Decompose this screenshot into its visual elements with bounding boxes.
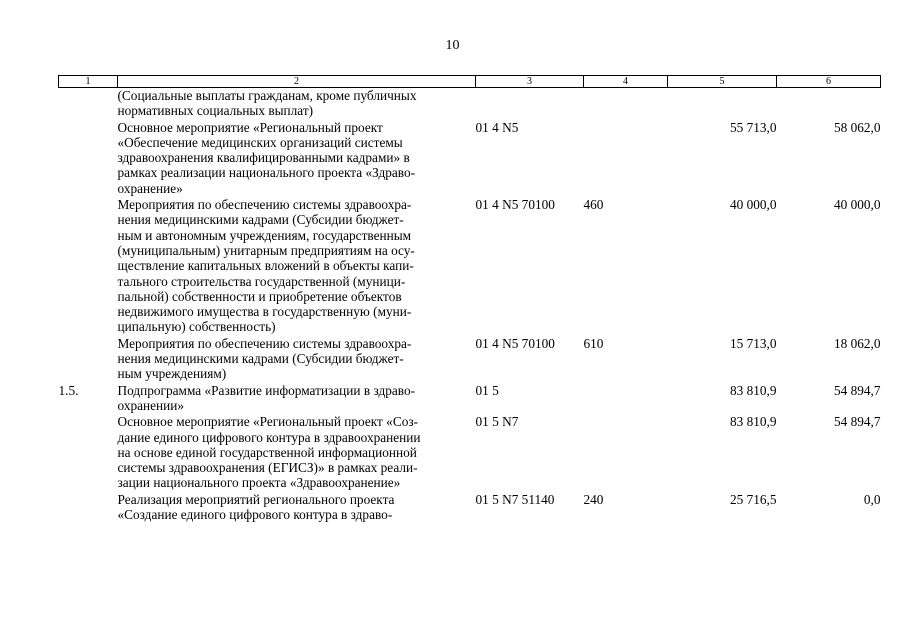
column-header-3: 3 — [476, 76, 584, 88]
table-row — [59, 120, 881, 197]
column-number-row — [59, 76, 881, 88]
row-expense-type — [584, 414, 668, 491]
row-name-line: на основе единой государственной информационной — [117, 444, 417, 460]
row-number — [59, 88, 118, 120]
row-code: 01 4 N5 70100 — [475, 197, 555, 213]
row-amount-5: 40 000,0 — [729, 197, 777, 213]
row-expense-type: 460 — [583, 197, 604, 213]
page-number: 10 — [445, 38, 460, 53]
row-number — [59, 492, 118, 524]
row-code: 01 5 — [475, 382, 499, 398]
row-amount-6: 0,0 — [863, 491, 881, 507]
row-amount-5: 83 810,9 — [729, 414, 777, 430]
row-name-line: тального строительства государственной (муници- — [117, 273, 406, 289]
row-code: 01 5 N7 51140 — [475, 491, 555, 507]
column-header-5: 5 — [668, 76, 777, 88]
row-name — [118, 120, 476, 197]
row-name-line: пальной) собственности и приобретение объектов — [117, 288, 402, 304]
row-name-line: Основное мероприятие «Региональный проект «Соз- — [117, 414, 419, 430]
row-expense-type — [584, 88, 668, 120]
row-name-line: Мероприятия по обеспечению системы здравоохра- — [117, 335, 412, 351]
table-header — [59, 76, 881, 88]
table-row — [59, 414, 881, 491]
row-amount-6: 40 000,0 — [833, 197, 881, 213]
row-name-line: «Обеспечение медицинских организаций системы — [117, 134, 403, 150]
row-number: 1.5. — [58, 382, 79, 398]
table-row — [59, 88, 881, 120]
row-expense-type: 240 — [583, 491, 604, 507]
row-name — [118, 88, 476, 120]
budget-table — [58, 75, 881, 523]
row-number — [59, 197, 118, 336]
row-code: 01 5 N7 — [475, 414, 519, 430]
row-name-line: системы здравоохранения (ЕГИСЗ)» в рамках реали- — [117, 460, 418, 476]
row-amount-6: 58 062,0 — [833, 119, 881, 135]
row-code: 01 4 N5 70100 — [475, 335, 555, 351]
row-expense-type: 610 — [583, 335, 604, 351]
row-name-line: ным и автономным учреждениям, государственным — [117, 227, 412, 243]
row-amount-5: 55 713,0 — [729, 119, 777, 135]
row-name-line: Основное мероприятие «Региональный проект — [117, 119, 383, 135]
column-header-6: 6 — [777, 76, 881, 88]
row-name-line: нения медицинскими кадрами (Субсидии бюджет- — [117, 351, 404, 367]
row-name-line: Подпрограмма «Развитие информатизации в здраво- — [117, 382, 416, 398]
row-name-line: (муниципальным) унитарным предприятиям на осу- — [117, 242, 415, 258]
row-code — [476, 88, 584, 120]
row-code: 01 4 N5 — [475, 119, 519, 135]
table-row — [59, 383, 881, 415]
row-name-line: ным учреждениям) — [117, 366, 227, 382]
column-header-1: 1 — [59, 76, 118, 88]
row-amount-6 — [777, 88, 881, 120]
row-name-line: нения медицинскими кадрами (Субсидии бюджет- — [117, 212, 404, 228]
column-header-4: 4 — [584, 76, 668, 88]
row-amount-6: 54 894,7 — [833, 382, 881, 398]
row-amount-6: 54 894,7 — [833, 414, 881, 430]
row-name-line: Реализация мероприятий регионального проекта — [117, 491, 395, 507]
table-row — [59, 197, 881, 336]
row-name-line: дание единого цифрового контура в здравоохранении — [117, 429, 421, 445]
row-name — [118, 414, 476, 491]
row-expense-type — [584, 383, 668, 415]
table-row — [59, 492, 881, 524]
row-name-line: ществление капитальных вложений в объекты капи- — [117, 258, 414, 274]
row-amount-6: 18 062,0 — [833, 335, 881, 351]
row-number — [59, 414, 118, 491]
row-name-line: здравоохранения квалифицированными кадрами» в — [117, 150, 410, 166]
column-header-2: 2 — [118, 76, 476, 88]
row-name — [118, 383, 476, 415]
row-name — [118, 336, 476, 383]
row-amount-5: 15 713,0 — [729, 335, 777, 351]
row-name — [118, 197, 476, 336]
row-name-line: зации национального проекта «Здравоохранение» — [117, 475, 401, 491]
row-name-line: охранении» — [117, 397, 185, 413]
row-amount-5 — [668, 88, 777, 120]
row-name-line: (Социальные выплаты гражданам, кроме публичных — [117, 88, 417, 103]
table-body — [59, 88, 881, 524]
row-name-line: Мероприятия по обеспечению системы здравоохра- — [117, 197, 412, 213]
row-name-line: охранение» — [117, 180, 183, 196]
row-name-line: недвижимого имущества в государственную (муни- — [117, 304, 412, 320]
row-name-line: «Создание единого цифрового контура в здраво- — [117, 507, 393, 523]
row-amount-5: 25 716,5 — [729, 491, 777, 507]
row-name-line: нормативных социальных выплат) — [117, 103, 314, 119]
row-expense-type — [584, 120, 668, 197]
table-row — [59, 336, 881, 383]
row-name-line: ципальную) собственность) — [117, 319, 276, 335]
row-name-line: рамках реализации национального проекта «Здраво- — [117, 165, 416, 181]
row-amount-5: 83 810,9 — [729, 382, 777, 398]
row-number — [59, 336, 118, 383]
row-name — [118, 492, 476, 524]
row-number — [59, 120, 118, 197]
